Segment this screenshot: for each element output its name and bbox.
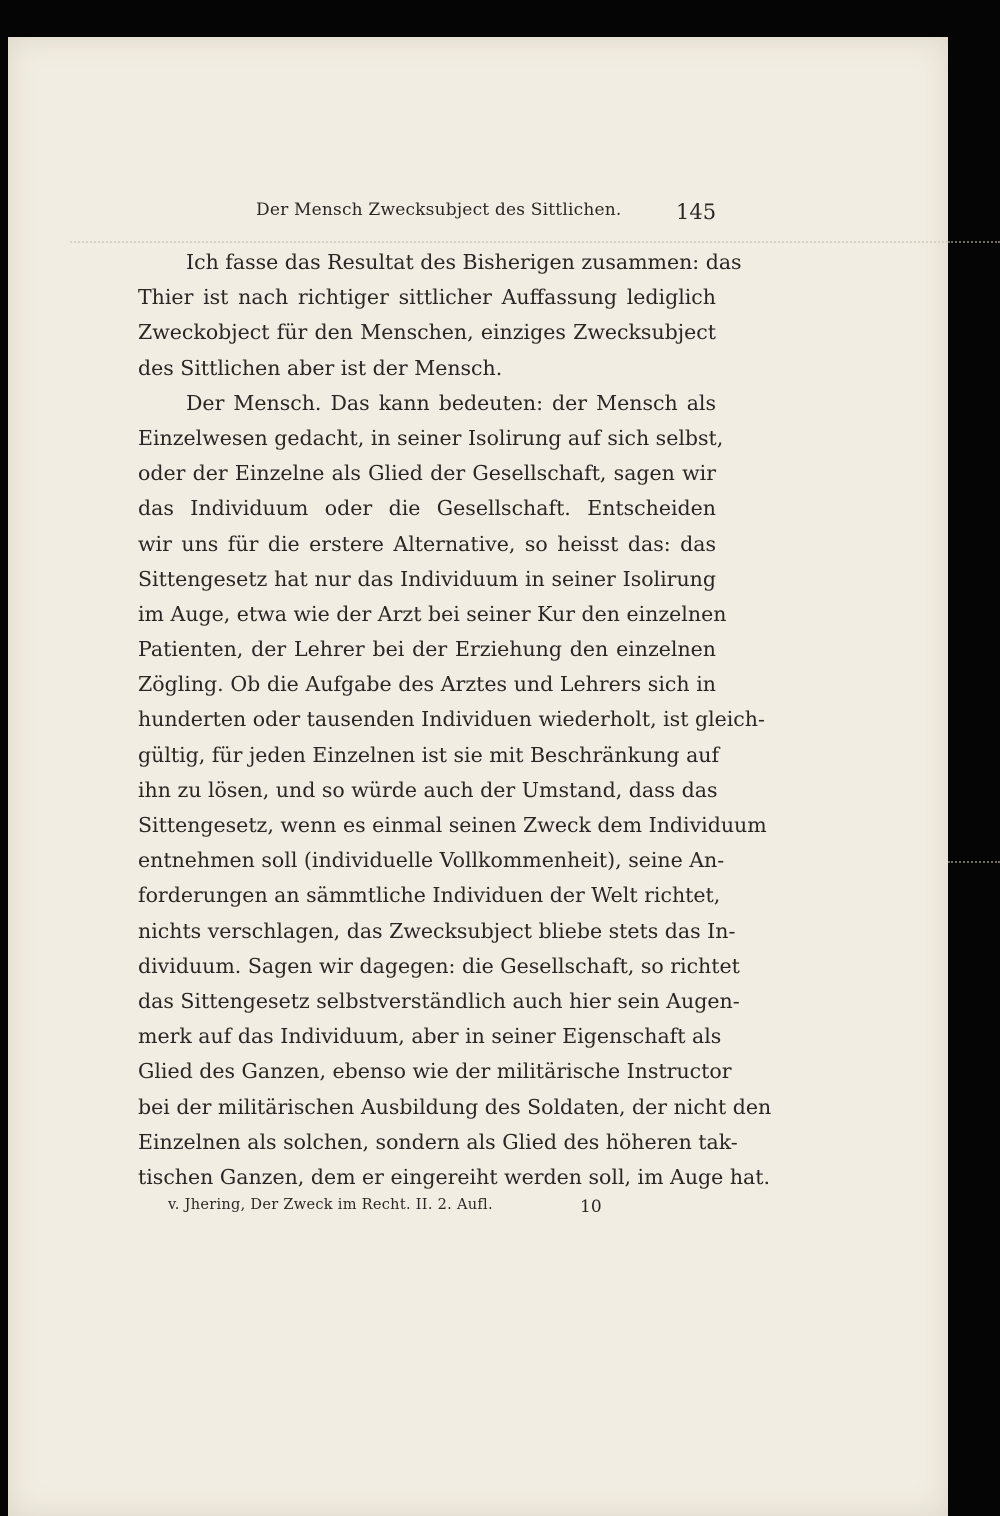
text-line: Zweckobject für den Menschen, einziges Zwecksubject	[138, 320, 716, 345]
right-margin-dots	[948, 241, 1000, 243]
text-line: oder der Einzelne als Glied der Gesellschaft, sagen wir	[138, 461, 716, 486]
text-line: wir uns für die erstere Alternative, so heisst das: das	[138, 531, 716, 556]
text-line: Der Mensch. Das kann bedeuten: der Mensch als	[186, 390, 716, 415]
text-line: Thier ist nach richtiger sittlicher Auffassung lediglich	[138, 285, 716, 310]
text-line: nichts verschlagen, das Zwecksubject bliebe stets das In-	[138, 918, 736, 943]
right-margin-dots	[948, 861, 1000, 863]
page-number: 145	[676, 200, 717, 224]
text-line: im Auge, etwa wie der Arzt bei seiner Kur den einzelnen	[138, 601, 727, 626]
text-line: Glied des Ganzen, ebenso wie der militärische Instructor	[138, 1059, 732, 1084]
body-text	[138, 245, 772, 1195]
text-line: entnehmen soll (individuelle Vollkommenheit), seine An-	[138, 848, 725, 873]
text-line: das Individuum oder die Gesellschaft. Entscheiden	[138, 496, 716, 521]
sheet-signature: 10	[580, 1197, 602, 1217]
text-line: Einzelnen als solchen, sondern als Glied des höheren tak-	[138, 1129, 738, 1154]
text-line: gültig, für jeden Einzelnen ist sie mit Beschränkung auf	[138, 742, 720, 767]
text-line: das Sittengesetz selbstverständlich auch hier sein Augen-	[138, 988, 740, 1013]
book-page	[8, 37, 948, 1516]
text-line: ihn zu lösen, und so würde auch der Umstand, dass das	[138, 777, 718, 802]
text-line: forderungen an sämmtliche Individuen der Welt richtet,	[138, 883, 721, 908]
text-line: hunderten oder tausenden Individuen wiederholt, ist gleich-	[138, 707, 765, 732]
text-line: tischen Ganzen, dem er eingereiht werden soll, im Auge hat.	[138, 1164, 770, 1189]
text-line: Ich fasse das Resultat des Bisherigen zusammen: das	[186, 250, 742, 274]
header-dotted-rule	[70, 241, 948, 243]
text-line: Sittengesetz hat nur das Individuum in seiner Isolirung	[138, 566, 716, 591]
text-line: Einzelwesen gedacht, in seiner Isolirung auf sich selbst,	[138, 425, 724, 450]
text-line: Zögling. Ob die Aufgabe des Arztes und Lehrers sich in	[138, 672, 716, 697]
text-line: bei der militärischen Ausbildung des Soldaten, der nicht den	[138, 1094, 772, 1119]
text-line: Patienten, der Lehrer bei der Erziehung den einzelnen	[138, 637, 716, 662]
running-title: Der Mensch Zwecksubject des Sittlichen.	[256, 200, 622, 220]
text-line: merk auf das Individuum, aber in seiner Eigenschaft als	[138, 1024, 722, 1049]
text-line: dividuum. Sagen wir dagegen: die Gesellschaft, so richtet	[138, 953, 740, 978]
text-line: des Sittlichen aber ist der Mensch.	[138, 355, 503, 380]
footer-citation: v. Jhering, Der Zweck im Recht. II. 2. Aufl.	[168, 1197, 493, 1213]
text-line: Sittengesetz, wenn es einmal seinen Zweck dem Individuum	[138, 813, 767, 837]
